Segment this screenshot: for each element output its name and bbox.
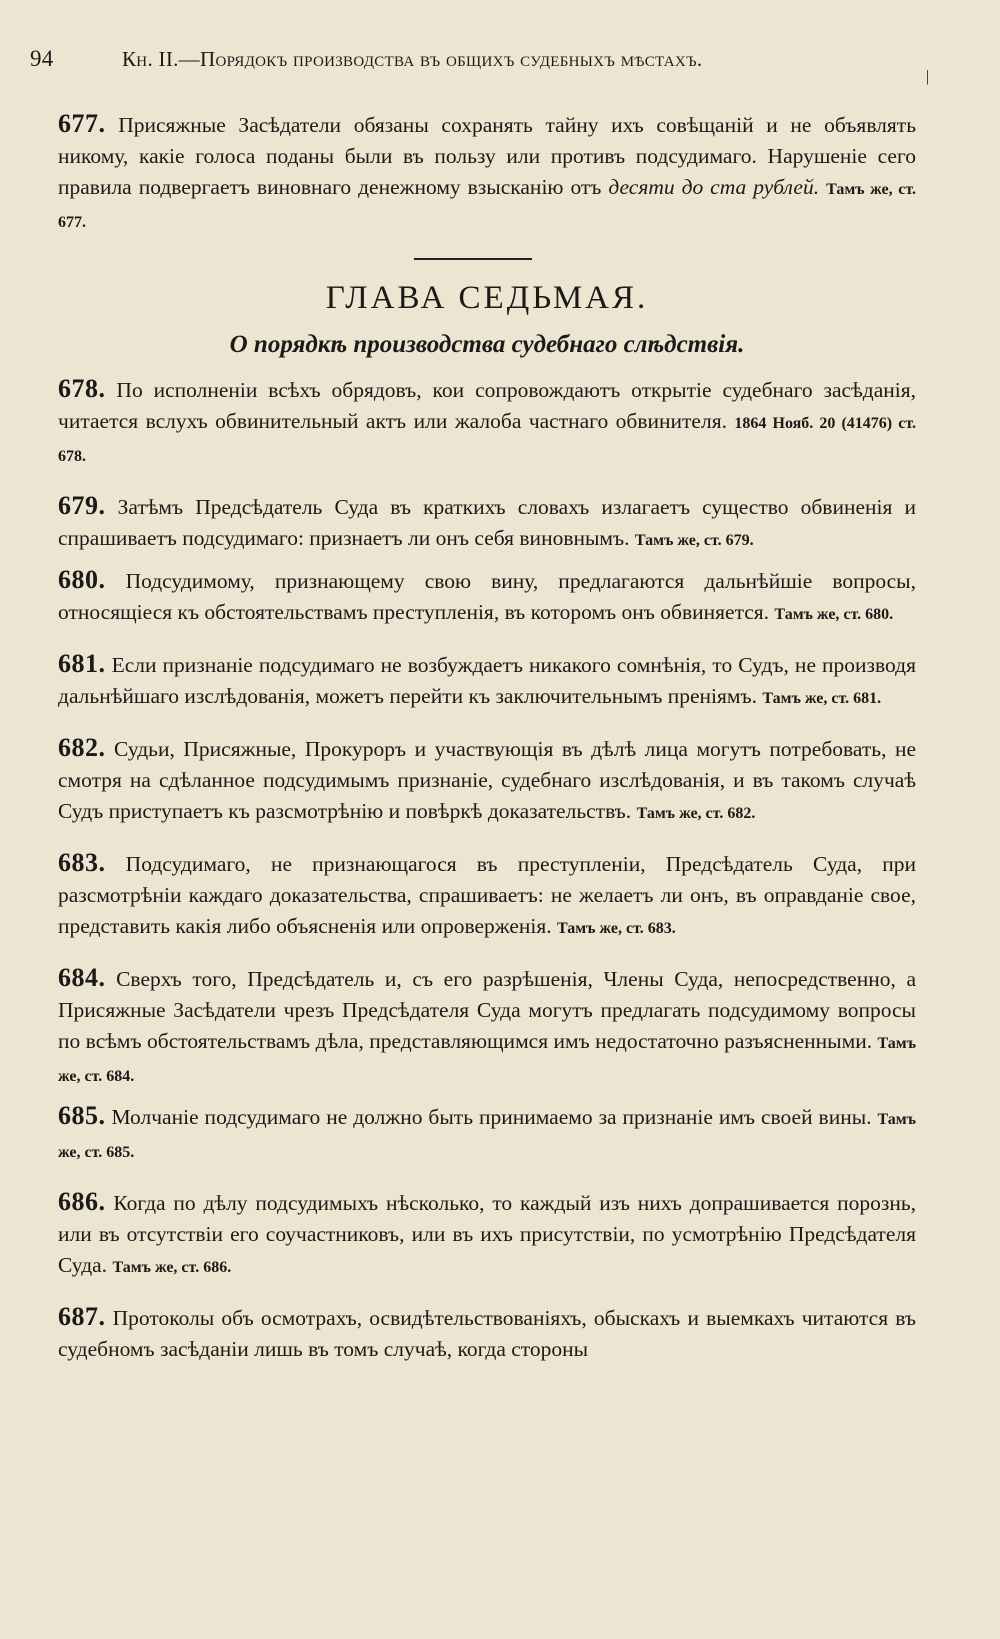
margin-mark: |	[926, 68, 930, 85]
article-number: 686.	[58, 1187, 106, 1216]
article-number: 687.	[58, 1302, 106, 1331]
article-text: Затѣмъ Предсѣдатель Суда въ краткихъ словахъ излагаетъ существо обвиненія и спрашиваетъ подсудимаго: признаетъ ли онъ себя виновнымъ.	[58, 495, 916, 550]
article-679	[58, 490, 916, 556]
article-number: 685.	[58, 1101, 106, 1130]
article-678	[58, 373, 916, 472]
article-reference: Тамъ же, ст. 684.	[58, 1035, 917, 1085]
article-text: Когда по дѣлу подсудимыхъ нѣсколько, то каждый изъ нихъ допрашивается порознь, или въ отсутствіи его соучастниковъ, или въ ихъ присутствіи, по усмотрѣнію Предсѣдателя Суда.	[58, 1191, 917, 1277]
article-text: Если признаніе подсудимаго не возбуждаетъ никакого сомнѣнія, то Судъ, не производя дальнѣйшаго изслѣдованія, можетъ перейти къ заключительнымъ преніямъ.	[58, 653, 917, 708]
chapter-subtitle: О порядкѣ производства судебнаго слѣдствія.	[229, 331, 745, 358]
article-text: Подсудимаго, не признающагося въ преступленіи, Предсѣдатель Суда, при разсмотрѣніи каждаго доказательства, спрашиваетъ: не желаетъ ли онъ, въ оправданіе свое, представить какія либо объясненія или опроверженія.	[58, 852, 916, 938]
article-text: По исполненіи всѣхъ обрядовъ, кои сопровождаютъ открытіе судебнаго засѣданія, читается вслухъ обвинительный актъ или жалоба частнаго обвинителя.	[58, 378, 916, 433]
article-reference: Тамъ же, ст. 681.	[762, 690, 882, 707]
article-number: 678.	[58, 374, 106, 403]
article-683	[58, 847, 916, 944]
article-677	[58, 108, 916, 238]
article-reference: Тамъ же, ст. 677.	[58, 181, 916, 231]
page-number: 94	[30, 46, 54, 71]
article-reference: 1864 Нояб. 20 (41476) ст. 678.	[58, 415, 916, 465]
article-number: 684.	[58, 963, 106, 992]
running-title: Кн. II.—Порядокъ производства въ общихъ судебныхъ мѣстахъ.	[122, 47, 703, 71]
article-682	[58, 732, 916, 829]
article-684	[58, 962, 916, 1092]
page-header	[30, 46, 930, 85]
article-text: Подсудимому, признающему свою вину, предлагаются дальнѣйшіе вопросы, относящіеся къ обстоятельствамъ преступленія, въ которомъ онъ обвиняется.	[58, 569, 916, 624]
article-text: Протоколы объ осмотрахъ, освидѣтельствованіяхъ, обыскахъ и выемкахъ читаются въ судебномъ засѣданіи лишь въ томъ случаѣ, когда стороны	[58, 1306, 916, 1361]
article-text: Молчаніе подсудимаго не должно быть принимаемо за признаніе имъ своей вины.	[111, 1105, 872, 1129]
article-number: 682.	[58, 733, 106, 762]
section-divider	[414, 258, 532, 260]
article-text: Присяжные Засѣдатели обязаны сохранять тайну ихъ совѣщаній и не объявлять никому, какіе голоса поданы были въ пользу или противъ подсудимаго. Нарушеніе сего правила подвергаетъ виновнаго денежному взысканію отъ	[58, 113, 917, 199]
article-number: 680.	[58, 565, 106, 594]
article-reference: Тамъ же, ст. 682.	[636, 805, 756, 822]
article-number: 677.	[58, 109, 106, 138]
article-686	[58, 1186, 916, 1283]
article-italic-text: десяти до ста рублей.	[608, 175, 820, 199]
article-680	[58, 564, 916, 630]
article-reference: Тамъ же, ст. 679.	[634, 532, 754, 549]
article-text: Судьи, Присяжные, Прокуроръ и участвующія въ дѣлѣ лица могутъ потребовать, не смотря на сдѣланное подсудимымъ признаніе, судебнаго изслѣдованія, и въ такомъ случаѣ Судъ приступаетъ къ разсмотрѣнію и повѣркѣ доказательствъ.	[58, 737, 917, 823]
article-687	[58, 1301, 916, 1365]
page-body	[58, 108, 916, 1365]
article-reference: Тамъ же, ст. 683.	[557, 920, 676, 937]
article-text: Сверхъ того, Предсѣдатель и, съ его разрѣшенія, Члены Суда, непосредственно, а Присяжные Засѣдатели чрезъ Предсѣдателя Суда могутъ предлагать подсудимому вопросы по всѣмъ обстоятельствамъ дѣла, представляющимся имъ недостаточно разъясненными.	[58, 967, 916, 1053]
article-number: 683.	[58, 848, 106, 877]
article-reference: Тамъ же, ст. 680.	[774, 606, 894, 623]
article-reference: Тамъ же, ст. 686.	[112, 1259, 232, 1276]
article-number: 681.	[58, 649, 106, 678]
article-reference: Тамъ же, ст. 685.	[58, 1111, 916, 1161]
article-number: 679.	[58, 491, 106, 520]
article-681	[58, 648, 916, 714]
chapter-title: ГЛАВА СЕДЬМАЯ.	[325, 280, 649, 316]
article-685	[58, 1100, 916, 1168]
